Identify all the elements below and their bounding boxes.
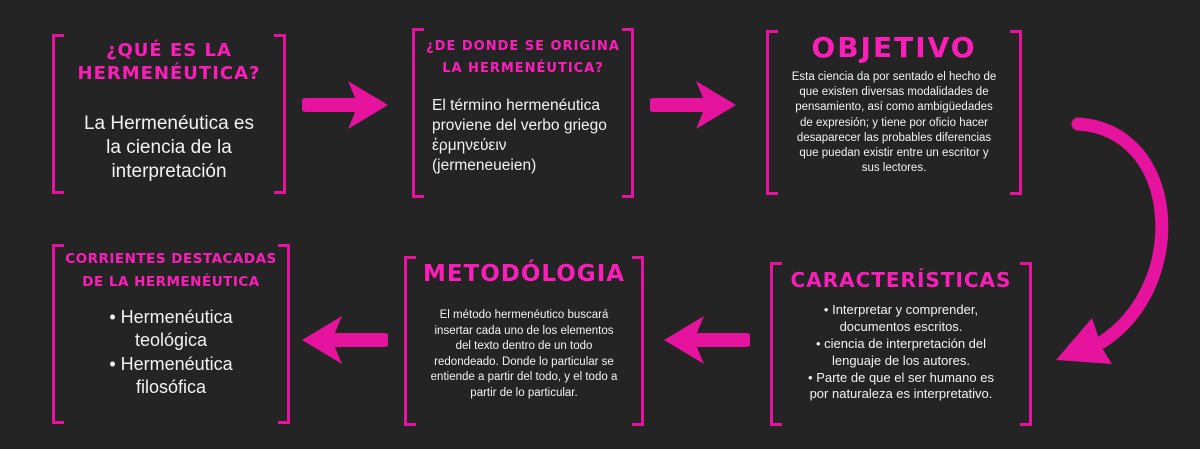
body-line: ἑρμηνεύειν bbox=[432, 137, 507, 155]
arrow-right-icon bbox=[650, 75, 740, 135]
box-title bbox=[52, 248, 290, 294]
box-que-es bbox=[52, 34, 286, 194]
list-item bbox=[770, 336, 1032, 370]
list-item bbox=[770, 370, 1032, 404]
item-line: • Parte de que el ser humano es bbox=[808, 369, 994, 385]
body-line: interpretación bbox=[111, 160, 227, 182]
body-line: pensamiento, así como ambigüedades bbox=[795, 101, 993, 114]
title-line: ¿QUÉ ES LA bbox=[106, 40, 232, 61]
title-line: DE LA HERMENÉUTICA bbox=[82, 273, 260, 290]
box-objetivo bbox=[766, 30, 1022, 195]
body-line: de expresión; y tiene por oficio hacer bbox=[800, 116, 988, 129]
box-body bbox=[52, 306, 290, 400]
title-line: CORRIENTES DESTACADAS bbox=[65, 251, 277, 267]
list-item bbox=[52, 306, 290, 353]
arrow-right-icon bbox=[302, 75, 392, 135]
body-line: desaparecer las probables diferencias bbox=[796, 131, 992, 144]
body-line: sus lectores. bbox=[861, 162, 927, 175]
box-title: METODÓLOGIA bbox=[422, 261, 626, 287]
box-origen bbox=[412, 28, 634, 198]
body-line: El término hermenéutica bbox=[432, 97, 600, 114]
item-text: Interpretar y comprender, bbox=[832, 302, 979, 317]
box-caracteristicas bbox=[770, 262, 1032, 426]
box-corrientes bbox=[52, 244, 290, 424]
body-line: entiende a partir del todo, y el todo a bbox=[430, 371, 618, 384]
box-body bbox=[432, 96, 634, 177]
body-line: redondeado. Donde lo particular se bbox=[434, 355, 614, 368]
body-line: insertar cada uno de los elementos bbox=[434, 324, 614, 337]
body-line: la ciencia de la bbox=[106, 136, 232, 158]
item-line: • Hermenéutica bbox=[109, 353, 233, 374]
body-line: que existen diversas modalidades de bbox=[799, 86, 989, 99]
item-text: teológica bbox=[134, 330, 208, 351]
list-item bbox=[52, 353, 290, 400]
body-line: Esta ciencia da por sentado el hecho de bbox=[791, 71, 997, 83]
item-line: • Hermenéutica bbox=[109, 307, 233, 327]
body-line: proviene del verbo griego bbox=[432, 117, 607, 135]
box-title bbox=[52, 40, 286, 85]
box-body bbox=[52, 112, 286, 183]
item-text: ciencia de interpretación del bbox=[824, 335, 987, 351]
list-item bbox=[770, 302, 1032, 336]
arrow-left-icon bbox=[658, 310, 750, 370]
arrow-curved-down-icon bbox=[1050, 110, 1200, 380]
title-line: LA HERMENÉUTICA? bbox=[442, 61, 604, 77]
item-text: Hermenéutica bbox=[120, 353, 233, 374]
title-line: ¿DE DONDE SE ORIGINA bbox=[426, 39, 620, 54]
item-text: documentos escritos. bbox=[839, 318, 963, 334]
item-text: lenguaje de los autores. bbox=[831, 352, 971, 368]
box-title: CARACTERÍSTICAS bbox=[790, 268, 1012, 292]
body-line: (jermeneueien) bbox=[432, 157, 537, 175]
item-text: filosófica bbox=[135, 377, 207, 398]
box-title bbox=[412, 36, 634, 80]
body-line: partir de lo particular. bbox=[470, 386, 578, 399]
arrow-left-icon bbox=[296, 310, 388, 370]
body-line: El método hermenéutico buscará bbox=[439, 309, 609, 321]
body-line: que puedan existir entre un escritor y bbox=[799, 146, 989, 159]
body-line: La Hermenéutica es bbox=[83, 113, 255, 134]
item-text: por naturaleza es interpretativo. bbox=[809, 386, 993, 402]
item-text: Parte de que el ser humano es bbox=[816, 369, 994, 385]
title-line: HERMENÉUTICA? bbox=[77, 62, 261, 84]
item-text: Hermenéutica bbox=[120, 307, 233, 327]
box-body bbox=[766, 70, 1022, 176]
body-line: del texto dentro de un todo bbox=[455, 340, 593, 353]
item-line: • Interpretar y comprender, bbox=[823, 302, 979, 317]
box-title: OBJETIVO bbox=[811, 31, 977, 64]
box-body bbox=[404, 308, 644, 401]
item-line: • ciencia de interpretación del bbox=[815, 335, 987, 351]
box-body bbox=[770, 302, 1032, 403]
box-metodologia bbox=[404, 256, 644, 426]
